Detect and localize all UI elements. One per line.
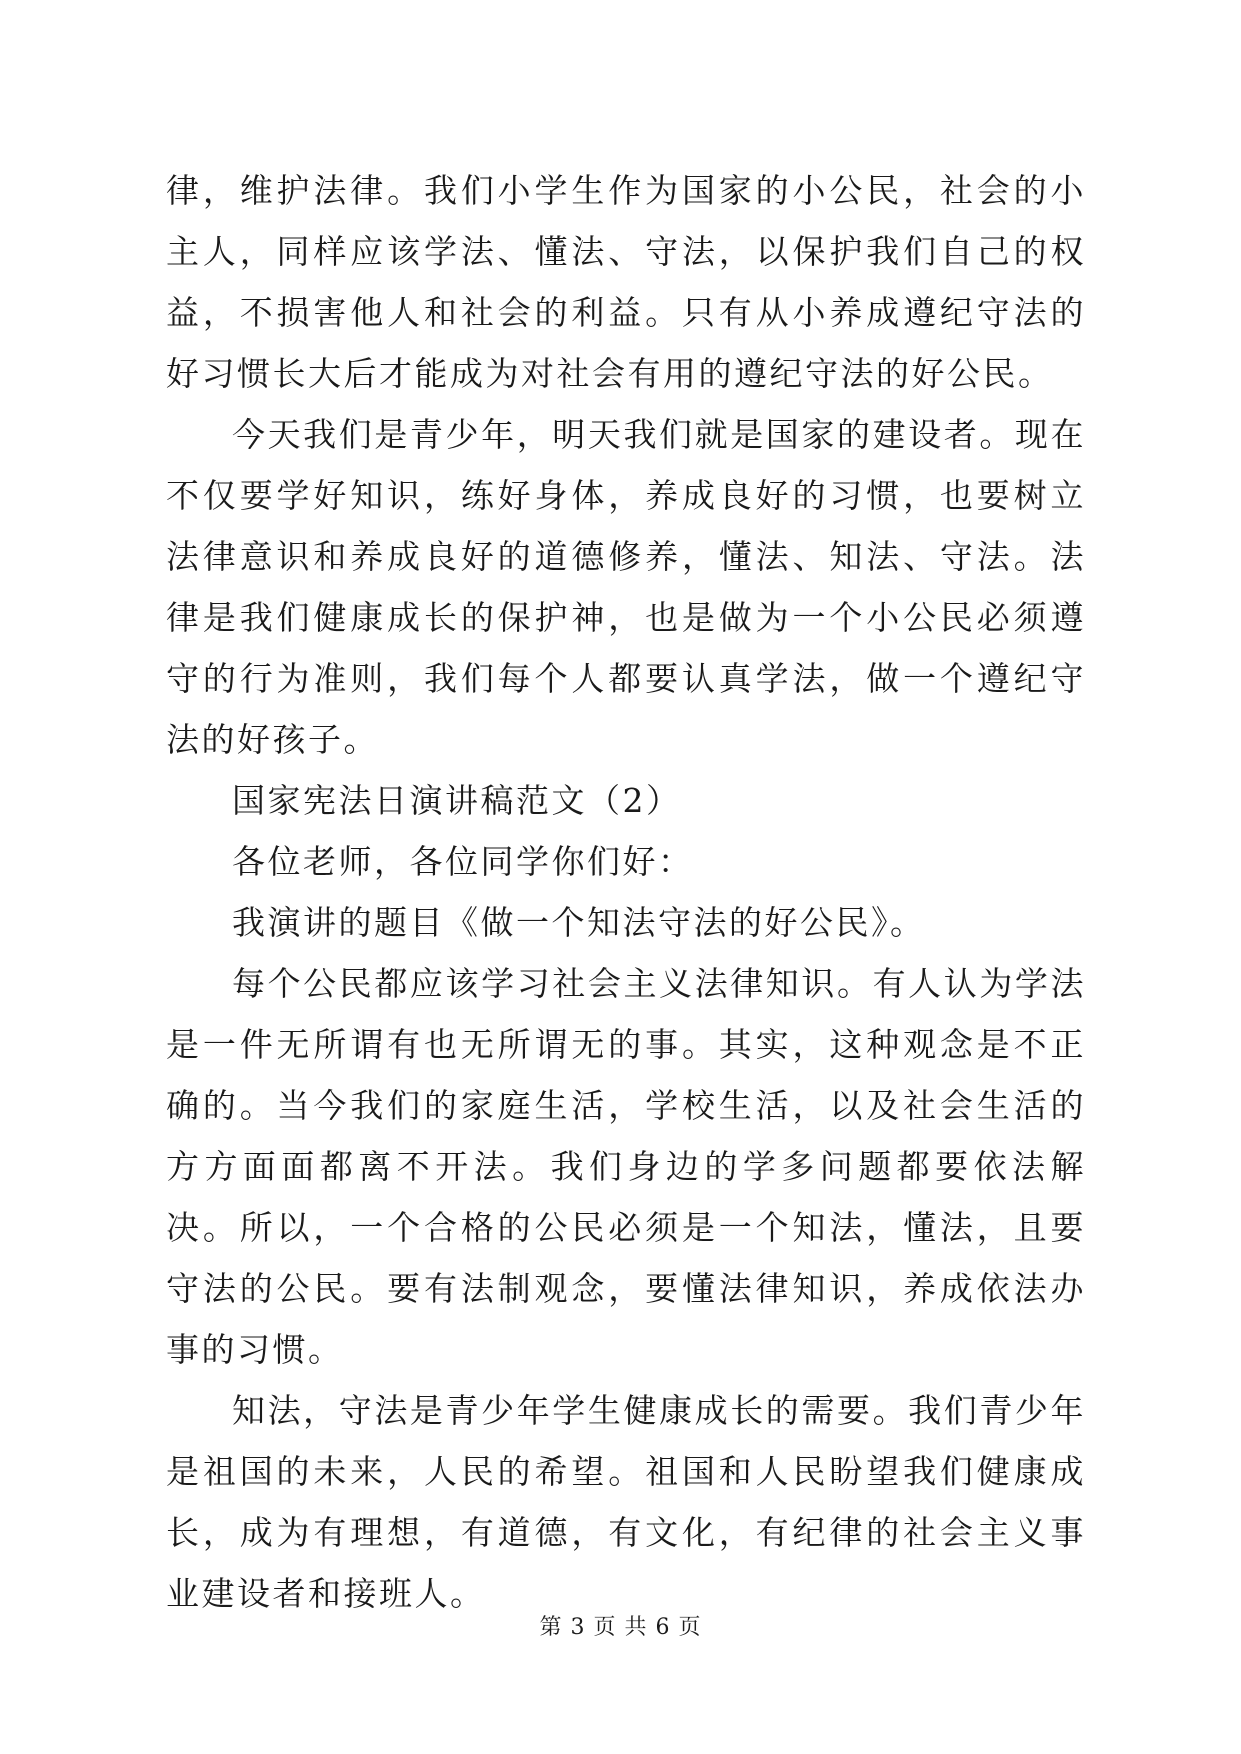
greeting-paragraph: 各位老师，各位同学你们好： xyxy=(232,842,694,881)
speech-title-paragraph: 我演讲的题目《做一个知法守法的好公民》。 xyxy=(232,903,926,942)
paragraph-1: 律，维护法律。我们小学生作为国家的小公民，社会的小主人，同样应该学法、懂法、守法，以保护我们自己的权益，不损害他人和社会的利益。只有从小养成遵纪守法的好习惯长大后才能成为对社会有用的遵纪守法的好公民。 xyxy=(166,171,1086,393)
page-number-footer: 第 3 页 共 6 页 xyxy=(539,1615,702,1640)
section-heading: 国家宪法日演讲稿范文（2） xyxy=(232,781,682,820)
document-body xyxy=(166,160,1086,1624)
paragraph-6: 每个公民都应该学习社会主义法律知识。有人认为学法是一件无所谓有也无所谓无的事。其实，这种观念是不正确的。当今我们的家庭生活，学校生活，以及社会生活的方方面面都离不开法。我们身边的学多问题都要依法解决。所以，一个合格的公民必须是一个知法，懂法，且要守法的公民。要有法制观念，要懂法律知识，养成依法办事的习惯。 xyxy=(166,964,1086,1369)
paragraph-2: 今天我们是青少年，明天我们就是国家的建设者。现在不仅要学好知识，练好身体，养成良好的习惯，也要树立法律意识和养成良好的道德修养，懂法、知法、守法。法律是我们健康成长的保护神，也是做为一个小公民必须遵守的行为准则，我们每个人都要认真学法，做一个遵纪守法的好孩子。 xyxy=(166,415,1086,759)
paragraph-7: 知法，守法是青少年学生健康成长的需要。我们青少年是祖国的未来，人民的希望。祖国和人民盼望我们健康成长，成为有理想，有道德，有文化，有纪律的社会主义事业建设者和接班人。 xyxy=(166,1391,1086,1613)
